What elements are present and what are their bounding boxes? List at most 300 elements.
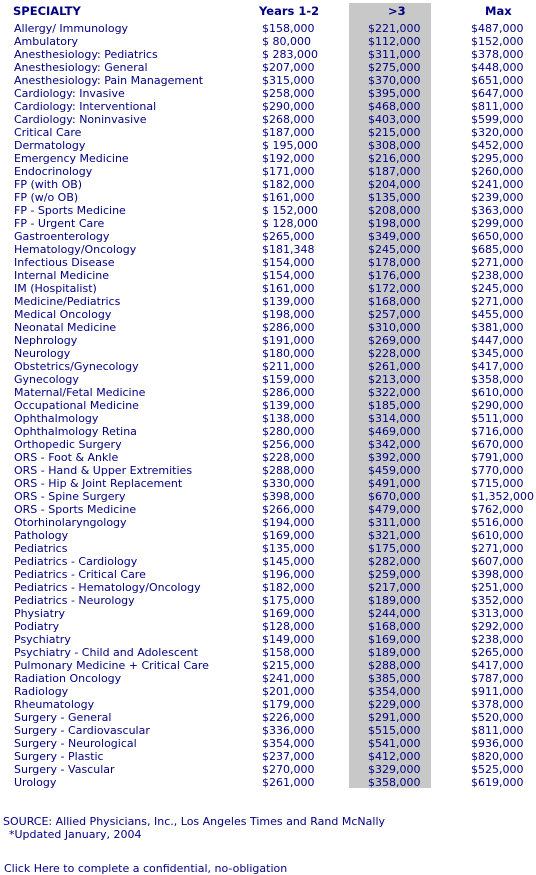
- gt3-cell: $515,000: [368, 724, 421, 737]
- table-row: [0, 334, 536, 347]
- specialty-cell: Cardiology: Noninvasive: [14, 113, 147, 126]
- years-cell: $149,000: [262, 633, 315, 646]
- gt3-cell: $259,000: [368, 568, 421, 581]
- specialty-cell: Rheumatology: [14, 698, 95, 711]
- max-cell: $770,000: [471, 464, 524, 477]
- gt3-cell: $187,000: [368, 165, 421, 178]
- specialty-cell: Nephrology: [14, 334, 78, 347]
- gt3-cell: $213,000: [368, 373, 421, 386]
- table-row: [0, 74, 536, 87]
- years-cell: $182,000: [262, 178, 315, 191]
- table-row: [0, 386, 536, 399]
- max-cell: $452,000: [471, 139, 524, 152]
- gt3-cell: $135,000: [368, 191, 421, 204]
- gt3-cell: $112,000: [368, 35, 421, 48]
- specialty-cell: Occupational Medicine: [14, 399, 139, 412]
- complete-form-link[interactable]: Click Here to complete a confidential, no-obligation: [4, 862, 288, 875]
- specialty-cell: Radiology: [14, 685, 69, 698]
- table-row: [0, 165, 536, 178]
- table-row: [0, 399, 536, 412]
- specialty-cell: Hematology/Oncology: [14, 243, 137, 256]
- max-cell: $320,000: [471, 126, 524, 139]
- years-cell: $169,000: [262, 529, 315, 542]
- header-years: Years 1-2: [259, 4, 320, 18]
- max-cell: $455,000: [471, 308, 524, 321]
- max-cell: $651,000: [471, 74, 524, 87]
- gt3-cell: $178,000: [368, 256, 421, 269]
- table-row: [0, 256, 536, 269]
- gt3-cell: $310,000: [368, 321, 421, 334]
- years-cell: $139,000: [262, 399, 315, 412]
- specialty-cell: Ambulatory: [14, 35, 79, 48]
- table-row: [0, 360, 536, 373]
- specialty-cell: Internal Medicine: [14, 269, 110, 282]
- specialty-cell: Urology: [14, 776, 57, 789]
- years-cell: $135,000: [262, 542, 315, 555]
- specialty-cell: Pediatrics: [14, 542, 68, 555]
- max-cell: $610,000: [471, 529, 524, 542]
- max-cell: $417,000: [471, 360, 524, 373]
- table-row: [0, 633, 536, 646]
- specialty-cell: Podiatry: [14, 620, 60, 633]
- years-cell: $265,000: [262, 230, 315, 243]
- table-row: [0, 516, 536, 529]
- specialty-cell: FP (with OB): [14, 178, 83, 191]
- table-row: [0, 282, 536, 295]
- gt3-cell: $329,000: [368, 763, 421, 776]
- max-cell: $398,000: [471, 568, 524, 581]
- table-row: [0, 48, 536, 61]
- gt3-cell: $349,000: [368, 230, 421, 243]
- max-cell: $511,000: [471, 412, 524, 425]
- years-cell: $215,000: [262, 659, 315, 672]
- max-cell: $820,000: [471, 750, 524, 763]
- max-cell: $685,000: [471, 243, 524, 256]
- max-cell: $352,000: [471, 594, 524, 607]
- table-row: [0, 35, 536, 48]
- max-cell: $599,000: [471, 113, 524, 126]
- years-cell: $280,000: [262, 425, 315, 438]
- gt3-cell: $491,000: [368, 477, 421, 490]
- max-cell: $381,000: [471, 321, 524, 334]
- max-cell: $487,000: [471, 22, 524, 35]
- table-row: [0, 438, 536, 451]
- years-cell: $ 128,000: [262, 217, 318, 230]
- gt3-cell: $288,000: [368, 659, 421, 672]
- gt3-cell: $198,000: [368, 217, 421, 230]
- table-row: [0, 412, 536, 425]
- table-row: [0, 711, 536, 724]
- years-cell: $268,000: [262, 113, 315, 126]
- gt3-cell: $403,000: [368, 113, 421, 126]
- table-row: [0, 178, 536, 191]
- table-row: [0, 113, 536, 126]
- max-cell: $363,000: [471, 204, 524, 217]
- max-cell: $647,000: [471, 87, 524, 100]
- specialty-cell: Obstetrics/Gynecology: [14, 360, 139, 373]
- years-cell: $158,000: [262, 646, 315, 659]
- years-cell: $182,000: [262, 581, 315, 594]
- years-cell: $315,000: [262, 74, 315, 87]
- max-cell: $607,000: [471, 555, 524, 568]
- gt3-cell: $269,000: [368, 334, 421, 347]
- max-cell: $238,000: [471, 633, 524, 646]
- gt3-cell: $189,000: [368, 594, 421, 607]
- gt3-cell: $314,000: [368, 412, 421, 425]
- max-cell: $1,352,000: [471, 490, 534, 503]
- table-row: [0, 672, 536, 685]
- max-cell: $358,000: [471, 373, 524, 386]
- years-cell: $192,000: [262, 152, 315, 165]
- years-cell: $228,000: [262, 451, 315, 464]
- years-cell: $159,000: [262, 373, 315, 386]
- gt3-cell: $479,000: [368, 503, 421, 516]
- years-cell: $237,000: [262, 750, 315, 763]
- table-row: [0, 503, 536, 516]
- gt3-cell: $321,000: [368, 529, 421, 542]
- table-row: [0, 100, 536, 113]
- table-row: [0, 477, 536, 490]
- years-cell: $181,348: [262, 243, 315, 256]
- table-row: [0, 607, 536, 620]
- gt3-cell: $175,000: [368, 542, 421, 555]
- table-row: [0, 724, 536, 737]
- table-row: [0, 217, 536, 230]
- years-cell: $207,000: [262, 61, 315, 74]
- gt3-cell: $185,000: [368, 399, 421, 412]
- max-cell: $715,000: [471, 477, 524, 490]
- gt3-cell: $311,000: [368, 48, 421, 61]
- specialty-cell: FP (w/o OB): [14, 191, 79, 204]
- max-cell: $447,000: [471, 334, 524, 347]
- table-row: [0, 490, 536, 503]
- max-cell: $448,000: [471, 61, 524, 74]
- max-cell: $241,000: [471, 178, 524, 191]
- specialty-cell: Pathology: [14, 529, 69, 542]
- years-cell: $154,000: [262, 256, 315, 269]
- table-row: [0, 295, 536, 308]
- gt3-cell: $168,000: [368, 620, 421, 633]
- years-cell: $196,000: [262, 568, 315, 581]
- specialty-cell: Ophthalmology Retina: [14, 425, 137, 438]
- years-cell: $398,000: [262, 490, 315, 503]
- specialty-cell: Allergy/ Immunology: [14, 22, 129, 35]
- max-cell: $245,000: [471, 282, 524, 295]
- table-row: [0, 22, 536, 35]
- specialty-cell: Pediatrics - Neurology: [14, 594, 135, 607]
- gt3-cell: $245,000: [368, 243, 421, 256]
- specialty-cell: Orthopedic Surgery: [14, 438, 122, 451]
- specialty-cell: Pediatrics - Hematology/Oncology: [14, 581, 201, 594]
- specialty-cell: Surgery - Vascular: [14, 763, 115, 776]
- table-row: [0, 659, 536, 672]
- table-row: [0, 373, 536, 386]
- gt3-cell: $275,000: [368, 61, 421, 74]
- specialty-cell: Surgery - Neurological: [14, 737, 137, 750]
- table-row: [0, 61, 536, 74]
- header-max: Max: [485, 4, 512, 18]
- specialty-cell: Anesthesiology: Pediatrics: [14, 48, 158, 61]
- years-cell: $161,000: [262, 282, 315, 295]
- header-specialty: SPECIALTY: [13, 4, 81, 18]
- specialty-cell: Medicine/Pediatrics: [14, 295, 121, 308]
- specialty-cell: Pediatrics - Cardiology: [14, 555, 138, 568]
- table-row: [0, 594, 536, 607]
- max-cell: $811,000: [471, 724, 524, 737]
- gt3-cell: $308,000: [368, 139, 421, 152]
- table-row: [0, 139, 536, 152]
- max-cell: $251,000: [471, 581, 524, 594]
- max-cell: $762,000: [471, 503, 524, 516]
- years-cell: $180,000: [262, 347, 315, 360]
- table-row: [0, 698, 536, 711]
- specialty-cell: Otorhinolaryngology: [14, 516, 127, 529]
- gt3-cell: $204,000: [368, 178, 421, 191]
- table-row: [0, 204, 536, 217]
- max-cell: $271,000: [471, 542, 524, 555]
- years-cell: $354,000: [262, 737, 315, 750]
- specialty-cell: Pediatrics - Critical Care: [14, 568, 146, 581]
- specialty-cell: Cardiology: Interventional: [14, 100, 157, 113]
- max-cell: $260,000: [471, 165, 524, 178]
- table-row: [0, 308, 536, 321]
- max-cell: $271,000: [471, 295, 524, 308]
- specialty-cell: Endocrinology: [14, 165, 93, 178]
- table-row: [0, 776, 536, 789]
- specialty-cell: Anesthesiology: Pain Management: [14, 74, 204, 87]
- max-cell: $619,000: [471, 776, 524, 789]
- gt3-cell: $469,000: [368, 425, 421, 438]
- gt3-cell: $392,000: [368, 451, 421, 464]
- gt3-cell: $395,000: [368, 87, 421, 100]
- table-row: [0, 646, 536, 659]
- years-cell: $226,000: [262, 711, 315, 724]
- specialty-cell: Critical Care: [14, 126, 82, 139]
- years-cell: $258,000: [262, 87, 315, 100]
- gt3-cell: $217,000: [368, 581, 421, 594]
- specialty-cell: Surgery - Plastic: [14, 750, 104, 763]
- gt3-cell: $244,000: [368, 607, 421, 620]
- max-cell: $345,000: [471, 347, 524, 360]
- years-cell: $179,000: [262, 698, 315, 711]
- table-row: [0, 763, 536, 776]
- years-cell: $175,000: [262, 594, 315, 607]
- max-cell: $378,000: [471, 698, 524, 711]
- specialty-cell: ORS - Hip & Joint Replacement: [14, 477, 183, 490]
- years-cell: $145,000: [262, 555, 315, 568]
- years-cell: $128,000: [262, 620, 315, 633]
- max-cell: $520,000: [471, 711, 524, 724]
- specialty-cell: FP - Urgent Care: [14, 217, 105, 230]
- table-row: [0, 620, 536, 633]
- max-cell: $516,000: [471, 516, 524, 529]
- years-cell: $198,000: [262, 308, 315, 321]
- max-cell: $299,000: [471, 217, 524, 230]
- years-cell: $194,000: [262, 516, 315, 529]
- years-cell: $256,000: [262, 438, 315, 451]
- salary-table: [0, 22, 536, 789]
- table-row: [0, 230, 536, 243]
- gt3-cell: $311,000: [368, 516, 421, 529]
- table-row: [0, 451, 536, 464]
- specialty-cell: Ophthalmology: [14, 412, 99, 425]
- max-cell: $670,000: [471, 438, 524, 451]
- specialty-cell: ORS - Sports Medicine: [14, 503, 137, 516]
- gt3-cell: $541,000: [368, 737, 421, 750]
- gt3-cell: $322,000: [368, 386, 421, 399]
- gt3-cell: $228,000: [368, 347, 421, 360]
- specialty-cell: Gastroenterology: [14, 230, 110, 243]
- table-row: [0, 87, 536, 100]
- max-cell: $787,000: [471, 672, 524, 685]
- years-cell: $169,000: [262, 607, 315, 620]
- table-row: [0, 555, 536, 568]
- table-row: [0, 737, 536, 750]
- years-cell: $171,000: [262, 165, 315, 178]
- specialty-cell: ORS - Hand & Upper Extremities: [14, 464, 193, 477]
- gt3-cell: $468,000: [368, 100, 421, 113]
- years-cell: $286,000: [262, 386, 315, 399]
- max-cell: $295,000: [471, 152, 524, 165]
- years-cell: $336,000: [262, 724, 315, 737]
- specialty-cell: Medical Oncology: [14, 308, 112, 321]
- years-cell: $191,000: [262, 334, 315, 347]
- gt3-cell: $282,000: [368, 555, 421, 568]
- years-cell: $161,000: [262, 191, 315, 204]
- table-row: [0, 243, 536, 256]
- source-line: SOURCE: Allied Physicians, Inc., Los Angeles Times and Rand McNally: [3, 815, 386, 828]
- years-cell: $ 283,000: [262, 48, 318, 61]
- gt3-cell: $221,000: [368, 22, 421, 35]
- gt3-cell: $412,000: [368, 750, 421, 763]
- years-cell: $ 152,000: [262, 204, 318, 217]
- years-cell: $288,000: [262, 464, 315, 477]
- years-cell: $286,000: [262, 321, 315, 334]
- specialty-cell: Surgery - Cardiovascular: [14, 724, 150, 737]
- specialty-cell: Psychiatry - Child and Adolescent: [14, 646, 198, 659]
- max-cell: $292,000: [471, 620, 524, 633]
- table-row: [0, 425, 536, 438]
- source-note: [3, 815, 385, 841]
- table-row: [0, 581, 536, 594]
- max-cell: $716,000: [471, 425, 524, 438]
- specialty-cell: Cardiology: Invasive: [14, 87, 125, 100]
- specialty-cell: FP - Sports Medicine: [14, 204, 126, 217]
- gt3-cell: $459,000: [368, 464, 421, 477]
- years-cell: $330,000: [262, 477, 315, 490]
- gt3-cell: $169,000: [368, 633, 421, 646]
- years-cell: $270,000: [262, 763, 315, 776]
- max-cell: $417,000: [471, 659, 524, 672]
- gt3-cell: $168,000: [368, 295, 421, 308]
- table-row: [0, 529, 536, 542]
- max-cell: $936,000: [471, 737, 524, 750]
- specialty-cell: Radiation Oncology: [14, 672, 122, 685]
- max-cell: $610,000: [471, 386, 524, 399]
- gt3-cell: $370,000: [368, 74, 421, 87]
- specialty-cell: ORS - Foot & Ankle: [14, 451, 119, 464]
- gt3-cell: $385,000: [368, 672, 421, 685]
- table-row: [0, 152, 536, 165]
- table-row: [0, 269, 536, 282]
- max-cell: $238,000: [471, 269, 524, 282]
- table-row: [0, 750, 536, 763]
- years-cell: $187,000: [262, 126, 315, 139]
- gt3-cell: $670,000: [368, 490, 421, 503]
- table-row: [0, 126, 536, 139]
- years-cell: $138,000: [262, 412, 315, 425]
- max-cell: $811,000: [471, 100, 524, 113]
- specialty-cell: Physiatry: [14, 607, 65, 620]
- specialty-cell: Infectious Disease: [14, 256, 115, 269]
- years-cell: $201,000: [262, 685, 315, 698]
- years-cell: $266,000: [262, 503, 315, 516]
- specialty-cell: Surgery - General: [14, 711, 112, 724]
- table-row: [0, 321, 536, 334]
- years-cell: $241,000: [262, 672, 315, 685]
- gt3-cell: $215,000: [368, 126, 421, 139]
- years-cell: $158,000: [262, 22, 315, 35]
- max-cell: $290,000: [471, 399, 524, 412]
- specialty-cell: Maternal/Fetal Medicine: [14, 386, 146, 399]
- specialty-cell: Gynecology: [14, 373, 79, 386]
- specialty-cell: Psychiatry: [14, 633, 71, 646]
- table-row: [0, 464, 536, 477]
- years-cell: $154,000: [262, 269, 315, 282]
- specialty-cell: Emergency Medicine: [14, 152, 129, 165]
- gt3-cell: $342,000: [368, 438, 421, 451]
- max-cell: $265,000: [471, 646, 524, 659]
- table-row: [0, 347, 536, 360]
- specialty-cell: Anesthesiology: General: [14, 61, 148, 74]
- gt3-cell: $257,000: [368, 308, 421, 321]
- specialty-cell: Neurology: [14, 347, 71, 360]
- table-row: [0, 685, 536, 698]
- gt3-cell: $229,000: [368, 698, 421, 711]
- gt3-cell: $354,000: [368, 685, 421, 698]
- header-gt3: >3: [388, 4, 406, 18]
- specialty-cell: Neonatal Medicine: [14, 321, 117, 334]
- max-cell: $791,000: [471, 451, 524, 464]
- updated-line: *Updated January, 2004: [9, 828, 142, 841]
- gt3-cell: $208,000: [368, 204, 421, 217]
- gt3-cell: $358,000: [368, 776, 421, 789]
- years-cell: $139,000: [262, 295, 315, 308]
- specialty-cell: ORS - Spine Surgery: [14, 490, 126, 503]
- table-row: [0, 542, 536, 555]
- years-cell: $261,000: [262, 776, 315, 789]
- specialty-cell: Pulmonary Medicine + Critical Care: [14, 659, 209, 672]
- table-header: [0, 0, 536, 20]
- max-cell: $152,000: [471, 35, 524, 48]
- years-cell: $ 195,000: [262, 139, 318, 152]
- gt3-cell: $172,000: [368, 282, 421, 295]
- specialty-cell: IM (Hospitalist): [14, 282, 97, 295]
- table-row: [0, 191, 536, 204]
- years-cell: $211,000: [262, 360, 315, 373]
- gt3-cell: $189,000: [368, 646, 421, 659]
- gt3-cell: $176,000: [368, 269, 421, 282]
- max-cell: $239,000: [471, 191, 524, 204]
- gt3-cell: $261,000: [368, 360, 421, 373]
- max-cell: $271,000: [471, 256, 524, 269]
- max-cell: $378,000: [471, 48, 524, 61]
- max-cell: $525,000: [471, 763, 524, 776]
- years-cell: $ 80,000: [262, 35, 311, 48]
- max-cell: $911,000: [471, 685, 524, 698]
- specialty-cell: Dermatology: [14, 139, 86, 152]
- table-row: [0, 568, 536, 581]
